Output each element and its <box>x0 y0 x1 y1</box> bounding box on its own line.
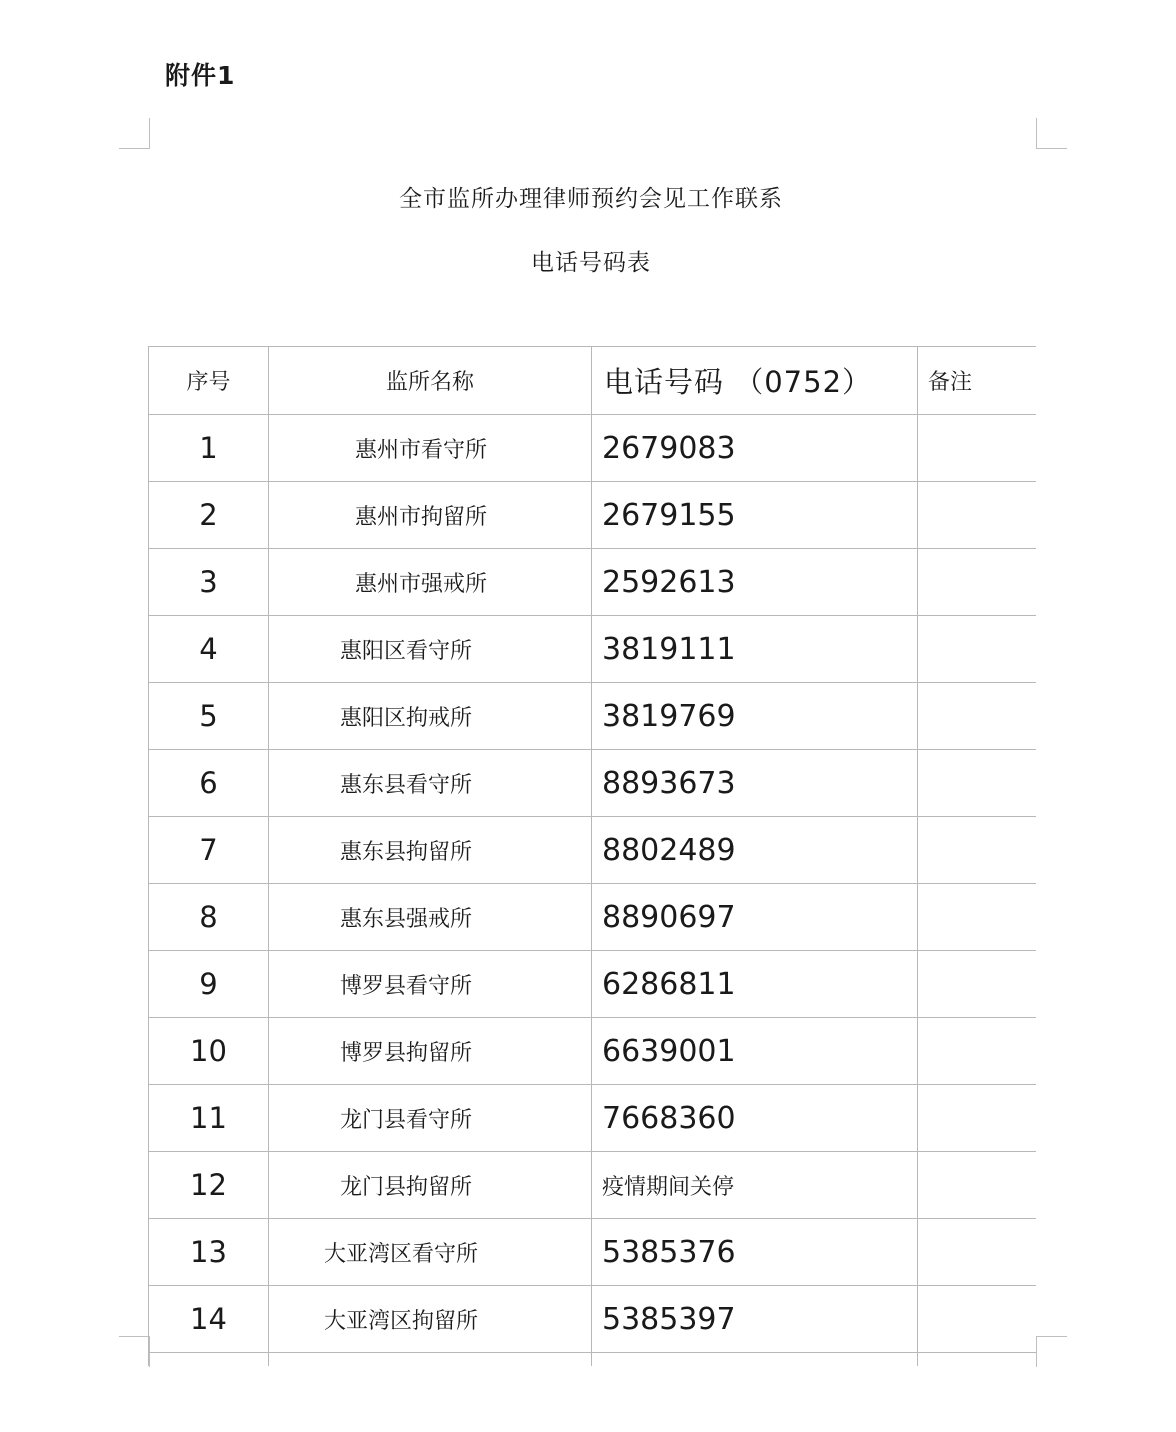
row-phone: 2679155 <box>592 482 918 549</box>
table-header-row <box>149 347 1037 415</box>
row-seq: 14 <box>149 1286 269 1353</box>
row-phone: 3819111 <box>592 616 918 683</box>
row-note <box>918 616 1037 683</box>
table-row <box>149 817 1037 884</box>
row-seq: 4 <box>149 616 269 683</box>
row-name: 博罗县拘留所 <box>269 1018 592 1085</box>
attachment-label: 附件1 <box>165 61 236 90</box>
row-note <box>918 750 1037 817</box>
row-seq: 12 <box>149 1152 269 1219</box>
document-title-line-1: 全市监所办理律师预约会见工作联系 <box>399 186 783 212</box>
table-row-cut-off <box>149 1353 1037 1367</box>
row-name: 龙门县看守所 <box>269 1085 592 1152</box>
table-row <box>149 1152 1037 1219</box>
row-name: 惠阳区看守所 <box>269 616 592 683</box>
row-seq: 6 <box>149 750 269 817</box>
document-title-line-2: 电话号码表 <box>531 250 651 276</box>
header-note: 备注 <box>918 347 1037 415</box>
row-name: 龙门县拘留所 <box>269 1152 592 1219</box>
row-name: 惠东县强戒所 <box>269 884 592 951</box>
table-row <box>149 415 1037 482</box>
table-row <box>149 683 1037 750</box>
row-name: 惠东县看守所 <box>269 750 592 817</box>
row-seq: 11 <box>149 1085 269 1152</box>
row-note <box>918 1286 1037 1353</box>
row-note <box>918 1219 1037 1286</box>
row-note <box>918 817 1037 884</box>
crop-mark-bottom-left <box>119 1336 150 1367</box>
row-phone: 2592613 <box>592 549 918 616</box>
row-seq: 7 <box>149 817 269 884</box>
row-seq: 10 <box>149 1018 269 1085</box>
row-phone: 2679083 <box>592 415 918 482</box>
row-name: 惠东县拘留所 <box>269 817 592 884</box>
table-row <box>149 951 1037 1018</box>
row-note <box>918 482 1037 549</box>
table-row <box>149 549 1037 616</box>
row-name: 大亚湾区拘留所 <box>269 1286 592 1353</box>
table-row <box>149 482 1037 549</box>
row-phone: 5385397 <box>592 1286 918 1353</box>
row-name: 惠州市强戒所 <box>269 549 592 616</box>
row-note <box>918 1018 1037 1085</box>
header-seq: 序号 <box>149 347 269 415</box>
crop-mark-top-right <box>1036 118 1067 149</box>
row-phone: 6286811 <box>592 951 918 1018</box>
row-seq: 3 <box>149 549 269 616</box>
crop-mark-bottom-right <box>1036 1336 1067 1367</box>
row-seq: 13 <box>149 1219 269 1286</box>
table-row <box>149 616 1037 683</box>
contact-table-container <box>148 346 1036 1366</box>
row-phone: 7668360 <box>592 1085 918 1152</box>
row-seq: 1 <box>149 415 269 482</box>
crop-mark-top-left <box>119 118 150 149</box>
table-row <box>149 1018 1037 1085</box>
row-phone: 疫情期间关停 <box>592 1152 918 1219</box>
table-row <box>149 1219 1037 1286</box>
row-seq: 2 <box>149 482 269 549</box>
row-seq: 9 <box>149 951 269 1018</box>
row-name: 惠阳区拘戒所 <box>269 683 592 750</box>
row-note <box>918 884 1037 951</box>
row-seq: 5 <box>149 683 269 750</box>
row-note <box>918 415 1037 482</box>
header-name: 监所名称 <box>269 347 592 415</box>
row-note <box>918 549 1037 616</box>
row-name: 惠州市看守所 <box>269 415 592 482</box>
table-row <box>149 750 1037 817</box>
table-row <box>149 1085 1037 1152</box>
row-name: 惠州市拘留所 <box>269 482 592 549</box>
header-phone: 电话号码 （0752） <box>592 347 918 415</box>
row-phone: 8802489 <box>592 817 918 884</box>
row-phone: 6639001 <box>592 1018 918 1085</box>
contact-table <box>148 346 1036 1366</box>
row-phone: 8893673 <box>592 750 918 817</box>
row-phone: 5385376 <box>592 1219 918 1286</box>
row-seq: 8 <box>149 884 269 951</box>
row-note <box>918 951 1037 1018</box>
row-note <box>918 1152 1037 1219</box>
table-row <box>149 1286 1037 1353</box>
row-name: 博罗县看守所 <box>269 951 592 1018</box>
row-note <box>918 1085 1037 1152</box>
table-row <box>149 884 1037 951</box>
row-note <box>918 683 1037 750</box>
row-phone: 3819769 <box>592 683 918 750</box>
row-phone: 8890697 <box>592 884 918 951</box>
row-name: 大亚湾区看守所 <box>269 1219 592 1286</box>
